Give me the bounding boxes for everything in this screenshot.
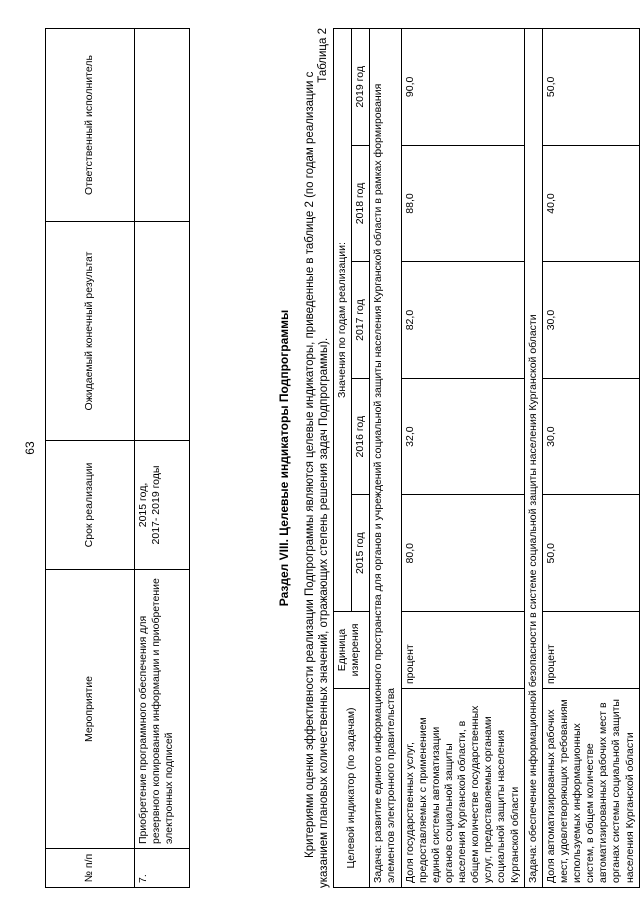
table-row (542, 29, 639, 888)
criteria-paragraph: Критериями оценки эффективности реализации Подпрограммы являются целевые индикаторы, приведенные в таблице 2 (по годам реализации с указанием плановых количественных значений, отражающих степень решения задач Подпрограммы). (304, 71, 331, 888)
rotated-page (15, 8, 636, 888)
header-result: Ожидаемый конечный результат (46, 222, 135, 441)
row-period-line2: 2017- 2019 годы (150, 465, 163, 545)
row-executor (135, 29, 190, 222)
value-2-2018: 40,0 (542, 145, 639, 262)
task-1: Задача: развитие единого информационного пространства для органов и учреждений социальной защиты населения Курганской области в рамках формирования элементов электронного правительства (370, 29, 401, 888)
value-2-2017: 30,0 (542, 262, 639, 379)
row-period (135, 441, 190, 570)
value-2-2015: 50,0 (542, 495, 639, 612)
page-number: 63 (23, 441, 37, 455)
unit-2: процент (542, 612, 639, 689)
header-executor: Ответственный исполнитель (46, 29, 135, 222)
task-row (370, 29, 401, 888)
header-year-2015: 2015 год (352, 495, 370, 612)
task-row (524, 29, 542, 888)
indicators-table (333, 28, 640, 888)
header-year-2017: 2017 год (352, 262, 370, 379)
value-1-2017: 82,0 (401, 262, 524, 379)
table-row (135, 29, 190, 888)
row-activity: Приобретение программного обеспечения для резервного копирования информации и приобретение электронных подписей (135, 570, 190, 849)
row-period-line1: 2015 год, (137, 482, 149, 528)
value-2-2016: 30,0 (542, 378, 639, 495)
value-1-2019: 90,0 (401, 29, 524, 146)
row-result (135, 222, 190, 441)
header-year-2016: 2016 год (352, 378, 370, 495)
header-num: № п/п (46, 849, 135, 888)
value-2-2019: 50,0 (542, 29, 639, 146)
unit-1: процент (401, 612, 524, 689)
activities-table (45, 28, 190, 888)
section-title: Раздел VIII. Целевые индикаторы Подпрограммы (277, 309, 291, 607)
value-1-2018: 88,0 (401, 145, 524, 262)
value-1-2016: 32,0 (401, 378, 524, 495)
header-values: Значения по годам реализации: (334, 29, 352, 612)
header-activity: Мероприятие (46, 570, 135, 849)
header-period: Срок реализации (46, 441, 135, 570)
table-label: Таблица 2 (317, 28, 329, 83)
activities-header-row (46, 29, 135, 888)
header-unit: Единица измерения (334, 612, 370, 689)
indicator-1: Доля государственных услуг, предоставляемых с применением единой системы автоматизации органов социальной защиты населения Курганской области, в общем количестве государственных услуг, предоставляемых органами социальной защиты населения Курганской области (401, 689, 524, 888)
value-1-2015: 80,0 (401, 495, 524, 612)
header-year-2019: 2019 год (352, 29, 370, 146)
header-indicator: Целевой индикатор (по задачам) (334, 689, 370, 888)
row-num: 7. (135, 849, 190, 888)
indicators-header-row (334, 29, 352, 888)
header-year-2018: 2018 год (352, 145, 370, 262)
table-row (401, 29, 524, 888)
task-2: Задача: обеспечение информационной безопасности в системе социальной защиты населения Курганской области (524, 29, 542, 888)
indicator-2: Доля автоматизированных рабочих мест, удовлетворяющих требованиям используемых информационных систем, в общем количестве автоматизированных рабочих мест в органах системы социальной защиты населения Курганской области (542, 689, 639, 888)
